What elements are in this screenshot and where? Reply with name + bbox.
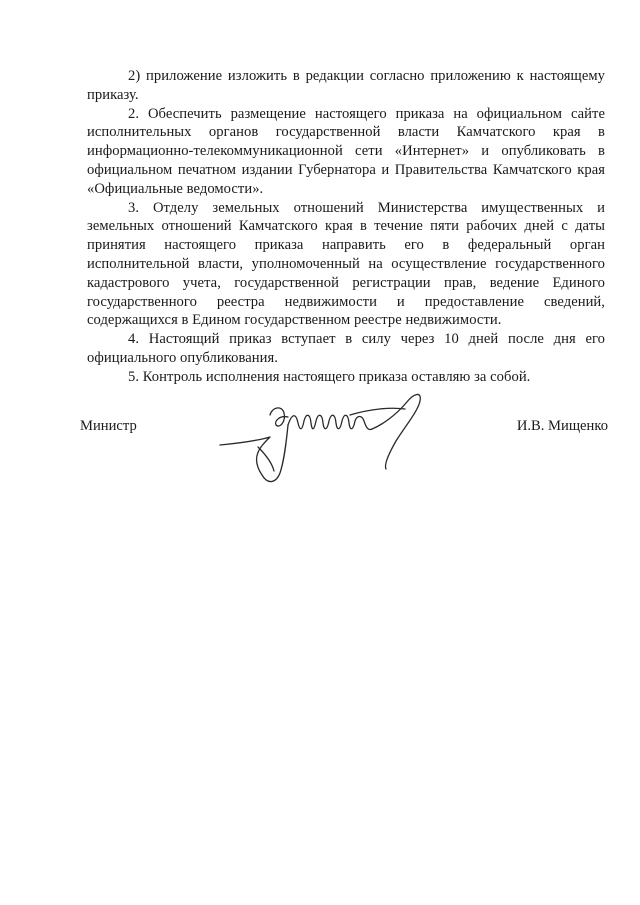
- signer-name: И.В. Мищенко: [516, 418, 608, 434]
- handwritten-signature: [200, 385, 440, 500]
- paragraph-effective-date: 4. Настоящий приказ вступает в силу через 10 дней после дня его официального опубликования.: [87, 331, 605, 366]
- paragraph-item-2-subpoint: 2) приложение изложить в редакции согласно приложению к настоящему приказу.: [87, 68, 605, 103]
- paragraph-land-department: 3. Отделу земельных отношений Министерства имущественных и земельных отношений Камчатского края в течение пяти рабочих дней с даты принятия настоящего приказа направить его в федеральный орган исполнительной власти, уполномоченный на осуществление государственного кадастрового учета, государственной регистрации прав, ведение Единого государственного реестра недвижимости и предоставление сведений, содержащихся в Едином государственном реестре недвижимости.: [87, 199, 605, 329]
- paragraph-control: 5. Контроль исполнения настоящего приказа оставляю за собой.: [128, 368, 531, 385]
- document-body: [87, 67, 605, 387]
- paragraph-publication: 2. Обеспечить размещение настоящего приказа на официальном сайте исполнительных органов государственной власти Камчатского края в информационно-телекоммуникационной сети «Интернет» и опубликовать в официальном печатном издании Губернатора и Правительства Камчатского края «Официальные ведомости».: [87, 105, 605, 197]
- signer-title: Министр: [80, 418, 137, 434]
